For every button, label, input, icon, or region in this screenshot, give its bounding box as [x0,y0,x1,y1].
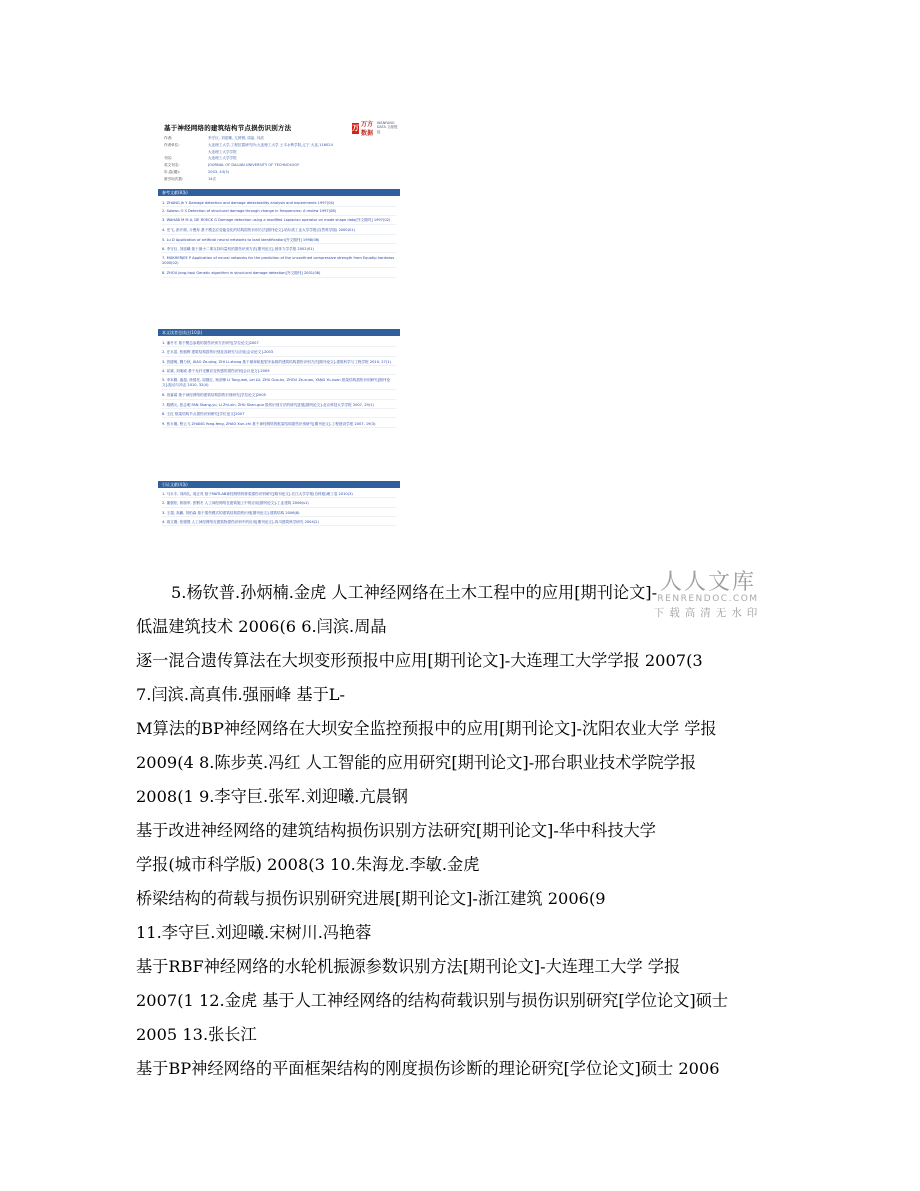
watermark-tagline: 下载高清无水印 [653,607,763,619]
reference-link[interactable]: 4. 祁斌, 刘迪威 基于光纤光栅应变传感的损伤识别[会议论文]-2009 [162,368,396,375]
body-line: 11.李守巨.刘迎曦.宋树川.冯艳蓉 [136,923,372,942]
also-read-header: 本文读者也读过(10条) [158,329,400,336]
meta-value[interactable]: 大连理工大学学报 [208,156,237,161]
reference-link[interactable]: 1. 潘冬冬 基于模态参数的损伤识别方法研究[学位论文]2007 [162,340,396,347]
citations-list [162,491,396,529]
reference-link[interactable]: 2. 董强松, 郭瑞军, 张钢冬 人工神经网络在建筑施工中的应用[期刊论文]-工业建筑 2006(s1) [162,500,396,507]
meta-value[interactable]: 2003, 43(3) [208,169,230,174]
body-line: 2008(1 9.李守巨.张军.刘迎曦.亢晨钢 [136,787,408,806]
meta-key: 作者: [164,136,173,140]
meta-row [164,149,394,156]
meta-key: 被引用次数: [164,176,184,181]
meta-value[interactable]: 大连理工大学,工程抗震研究所;大连理工大学 土木水利学院,辽宁 大连,116024 [208,142,333,147]
wanfang-logo-text: 万方数据 [361,121,374,137]
meta-row [164,176,394,183]
body-line: 2005 13.张长江 [136,1025,257,1044]
body-line: 2009(4 8.陈步英.冯红 人工智能的应用研究[期刊论文]-邢台职业技术学院学报 [136,753,697,772]
reference-link[interactable]: 3. WAHAB M M A, DE ROECK G Damage detection using a modified Laplacian operator on mode shape data[外文期刊] 1997(02) [162,218,396,225]
thumbnail-title: 基于神经网络的建筑结构节点损伤识别方法 [164,124,292,132]
meta-key [164,149,208,156]
watermark [643,565,773,620]
body-line: M算法的BP神经网络在大坝安全监控预报中的应用[期刊论文]-沈阳农业大学 学报 [136,719,717,738]
meta-value[interactable]: 李守巨, 刘迎曦, 亢晨钢, 周晶, 闫滨 [208,136,264,140]
watermark-logo-text: 人人文库 [659,570,756,595]
document-thumbnail [158,113,400,543]
reference-link[interactable]: 1. ZHANG Jh Y Damage detection and damage detectability analysis and experiments 1997(04) [162,200,396,207]
reference-link[interactable]: 5. Lu D Application of artificial neural networks to load identification[外文期刊] 1998(06) [162,237,396,244]
meta-row [164,162,394,169]
reference-link[interactable]: 8. ZHOU Jong-haui Genetic algorithm in structural damage detection[外文期刊] 2001(08) [162,270,396,277]
body-line: 7.闫滨.高真伟.强丽峰 基于L- [136,685,345,704]
references-list [162,200,396,280]
meta-key: 作者单位: [164,142,180,147]
reference-link[interactable]: 7. 路栖元, 张志明 FAN Shang-yu, LI Zhi-xin, ZHU Shan-guo 损伤识别方法的研究进展[期刊论文]-北京科技大学学报 2007, 29(1) [162,402,396,409]
meta-row [164,135,394,142]
body-line: 基于BP神经网络的平面框架结构的刚度损伤诊断的理论研究[学位论文]硕士 2006 [136,1059,720,1078]
body-line: 2007(1 12.金虎 基于人工神经网络的结构荷载识别与损伤识别研究[学位论文]硕士 [136,991,729,1010]
body-line: 桥梁结构的荷载与损伤识别研究进展[期刊论文]-浙江建筑 2006(9 [136,889,606,908]
meta-row [164,142,394,149]
reference-link[interactable]: 2. 庄永富, 张植辉 建筑结构损伤识别及其研究与应用[会议论文]-2003 [162,349,396,356]
meta-key: 年,卷(期): [164,169,180,174]
references-header: 参考文献(8条) [158,189,400,196]
wanfang-logo-icon: 万 [352,123,359,132]
reference-link[interactable]: 9. 张永刚, 程云飞 ZHANG Yong-feng, ZHAO Xun-chi 基于神经网络的框架结构损伤识别研究[期刊论文]-工程建设学报 2007, 19(3) [162,421,396,428]
meta-value[interactable]: 14次 [208,176,217,181]
meta-key: 英文刊名: [164,163,180,168]
body-line: 逐一混合遗传算法在大坝变形预报中应用[期刊论文]-大连理工大学学报 2007(3 [136,651,703,670]
body-line: 5.杨钦普.孙炳楠.金虎 人工神经网络在土木工程中的应用[期刊论文]- [171,583,658,602]
meta-key: 刊名: [164,156,173,161]
reference-link[interactable]: 6. 李守巨, 刘迎曦 基于最小二乘支持向量机的损伤识别方法[期刊论文]-固体力学学报 2002(01) [162,246,396,253]
reference-link[interactable]: 6. 祝睿睿 基于神经网络的建筑结构损伤识别研究[学位论文]2005 [162,392,396,399]
reference-link[interactable]: 2. Salawu O S Detection of structural damage through change in frequencies: A review 1997(08) [162,209,396,216]
also-read-list [162,340,396,430]
reference-link[interactable]: 8. 王红 框架结构节点损伤识别研究[学位论文]2007 [162,411,396,418]
body-line: 学报(城市科学版) 2008(3 10.朱海龙.李敏.金虎 [136,855,480,874]
reference-link[interactable]: 1. 马永丰, 刘尚礼, 周正茂 基于MATLAB神经网络的桥梁损伤识别研究[期刊论文]-长江大学学报(自科版)理工卷 2010(3) [162,491,396,498]
reference-link[interactable]: 5. 李本勤, 盛超, 徐国亮, 周继红, 杨剑锋 LI Tong-wei, Lei LU, ZHU Guo-ku, ZHOU Ze-xuan, YANG Yu-xuan 框架结构损伤识别研究[期刊论文]-振动与冲击 2010, 32(4) [162,378,396,391]
thumbnail-metadata [164,135,394,183]
body-line: 低温建筑技术 2006(6 6.闫滨.周晶 [136,617,387,636]
reference-link[interactable]: 4. 周文刚, 张德强 人工神经网络在建筑物损伤识别中的应用[期刊论文]-四川建筑科学研究 2004(2) [162,519,396,526]
reference-link[interactable]: 4. 史飞, 彭开颜, 亓俊寿 基于模态应变能变化的结构损伤识别方法[期刊论文]-哈尔滨工业大学学报(自然科学版) 2000(01) [162,227,396,234]
wanfang-logo-sub: WANFANG DATA 文献链接 [376,121,398,134]
meta-value[interactable]: 大连理工大学学报 [208,149,237,154]
reference-link[interactable]: 3. 王超, 高鹏, 刘柏森 基于损伤模式的建筑结构损伤识别[期刊论文]-建筑结构 2006(8) [162,510,396,517]
body-line: 基于改进神经网络的建筑结构损伤识别方法研究[期刊论文]-华中科技大学 [136,821,656,840]
reference-link[interactable]: 7. MUKHERJEE P Application of neural networks for the prediction of the unconfined compressive strength from Equotip hardness 2000(02) [162,256,396,269]
watermark-site: RENRENDOC.COM [657,594,759,604]
meta-row [164,169,394,176]
citations-header: 引证文献(4条) [158,481,400,488]
meta-row [164,155,394,162]
meta-value[interactable]: JOURNAL OF DALIAN UNIVERSITY OF TECHNOLOGY [208,163,300,168]
reference-link[interactable]: 3. 贺德明, 魏力秋, XIAO Ze-qing, ZHI Li-zhong 基于频率和振型多参数的建筑结构损伤识别方法[期刊论文]-建筑科学与工程学报 2010, 27(1) [162,359,396,366]
body-line: 基于RBF神经网络的水轮机振源参数识别方法[期刊论文]-大连理工大学 学报 [136,957,681,976]
